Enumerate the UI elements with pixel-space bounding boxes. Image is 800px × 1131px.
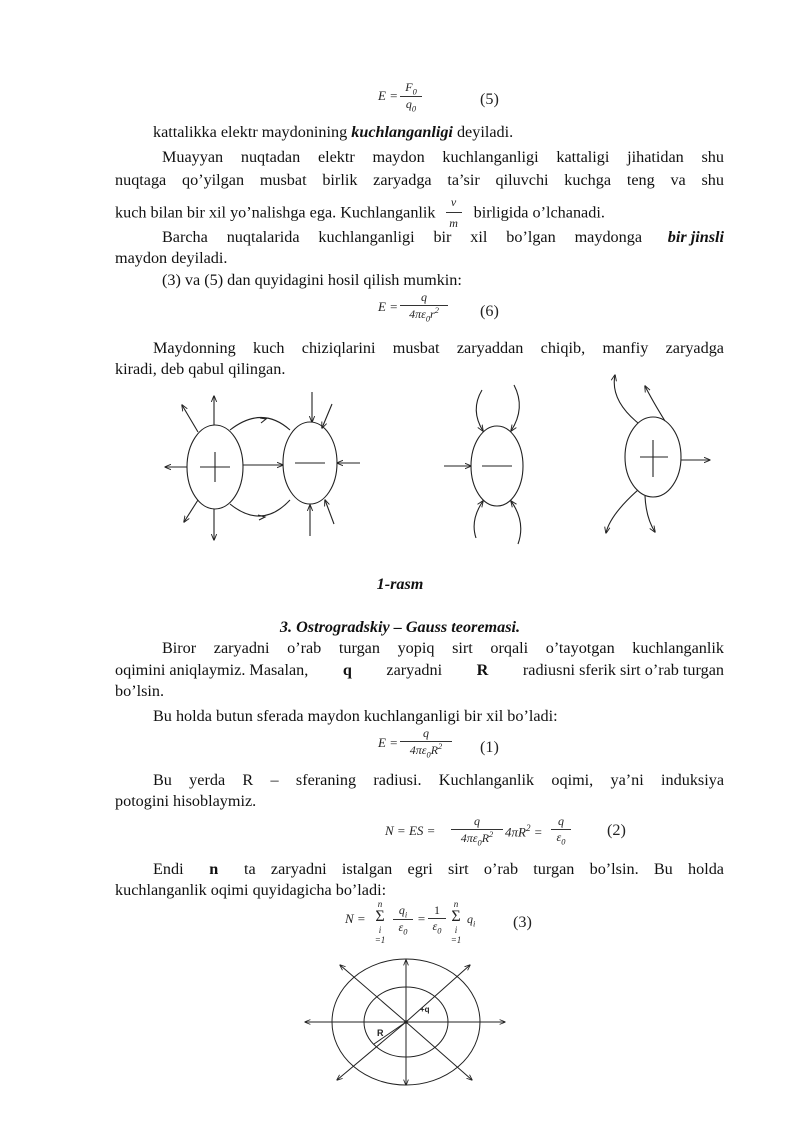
p9-line2: kuchlanganlik oqimi quyidagicha bo’ladi: <box>115 881 387 899</box>
p6-R: R <box>476 661 489 679</box>
unit-numerator: v <box>446 192 462 213</box>
eq3-sum2-bottom: i =1 <box>450 925 462 945</box>
eq3-sum1-bottom: i =1 <box>374 925 386 945</box>
equation-2 <box>385 814 645 856</box>
eq3-sum2 <box>449 900 463 945</box>
eq2-mid-sup: 2 <box>525 823 531 833</box>
eq3-sum1-symbol: Σ <box>375 908 385 925</box>
eq2-den-sub: 0 <box>477 838 482 848</box>
p5-line1: Maydonning kuch chiziqlarini musbat zaryaddan chiqib, manfiy zaryadga <box>153 339 724 357</box>
eq6-numerator: q <box>400 290 448 306</box>
figure-1-caption: 1-rasm <box>376 575 424 593</box>
eq2-lhs: N = ES = <box>385 823 436 838</box>
p1-bold-term: kuchlanganligi <box>351 123 453 141</box>
eq2-fraction <box>451 814 503 847</box>
p6-q: q <box>342 661 352 679</box>
p6-line2 <box>115 660 724 680</box>
unit-denominator: m <box>449 216 458 230</box>
p9-n: n <box>209 860 219 878</box>
eq5-fraction <box>400 80 422 114</box>
p6-line1: Biror zaryadni o’rab turgan yopiq sirt orqali o’tayotgan kuchlanganlik <box>162 639 724 657</box>
eq3-fraction1 <box>393 903 413 937</box>
p3-line2: maydon deyiladi. <box>115 249 228 267</box>
eq2-den2-sub: 0 <box>561 837 566 847</box>
figure-1-field-lines <box>0 365 800 575</box>
eq6-fraction <box>400 290 448 323</box>
p3-text: Barcha nuqtalarida kuchlanganligi bir xil bo’lgan maydonga <box>162 228 642 246</box>
eq2-den2: ε <box>556 830 562 844</box>
eq6-den-sup: 2 <box>434 306 439 315</box>
eq3-equals: = <box>417 911 426 926</box>
eq1-den-R: R <box>430 743 439 757</box>
eq1-fraction <box>400 726 452 759</box>
eq2-mid <box>505 823 543 840</box>
eq1-den: 4πε <box>409 743 427 757</box>
p1-tail: deyiladi. <box>452 123 514 141</box>
p6-text-c: radiusni sferik sirt o’rab turgan <box>522 661 724 679</box>
equation-5 <box>378 80 518 120</box>
eq3-fraction2 <box>428 903 446 935</box>
eq3-sum2-symbol: Σ <box>451 908 461 925</box>
section-heading: 3. Ostrogradskiy – Gauss teoremasi. <box>279 618 521 636</box>
p5-line2: kiradi, deb qabul qilingan. <box>115 360 286 378</box>
p8-line2: potogini hisoblaymiz. <box>115 792 257 810</box>
eq3-tail-q: q <box>467 912 473 926</box>
p6-text-b: zaryadni <box>386 661 443 679</box>
eq3-den2: ε <box>432 919 438 933</box>
eq3-den-sub: 0 <box>403 927 408 937</box>
eq3-sum1 <box>373 900 387 945</box>
eq2-den-sup: 2 <box>489 830 494 839</box>
p9-line1 <box>153 859 724 879</box>
eq3-numerator2: 1 <box>428 903 446 919</box>
eq1-den-sub: 0 <box>426 750 431 760</box>
eq5-number: (5) <box>480 90 499 108</box>
eq1-lhs: E = <box>378 735 398 750</box>
eq1-numerator: q <box>400 726 452 742</box>
eq3-numerator: q <box>398 903 405 917</box>
charge-label: +q <box>420 1005 430 1014</box>
eq3-sum1-top: n <box>377 899 383 909</box>
eq6-den-sub: 0 <box>425 314 431 324</box>
p8-line1: Bu yerda R – sferaning radiusi. Kuchlanganlik oqimi, ya’ni induksiya <box>153 771 724 789</box>
eq6-number: (6) <box>480 302 499 320</box>
eq5-num-sub: 0 <box>412 87 417 97</box>
p6-text-a: oqimini aniqlaymiz. Masalan, <box>115 661 309 679</box>
p6-line3: bo’lsin. <box>115 682 165 700</box>
figure-2-gauss-sphere <box>0 955 800 1095</box>
eq1-den-sup: 2 <box>438 742 443 751</box>
p9-text-b: ta zaryadni istalgan egri sirt o’rab turgan bo’lsin. Bu holda <box>244 860 724 878</box>
p9-text-a: Endi <box>153 860 184 878</box>
p2-line3-tail: birligida o’lchanadi. <box>473 203 605 222</box>
p2-line3 <box>115 195 605 230</box>
eq3-num-sub: i <box>404 910 408 920</box>
radius-label: R <box>377 1028 384 1038</box>
p4-text: (3) va (5) dan quyidagini hosil qilish mumkin: <box>162 271 462 289</box>
p2-line3-text: kuch bilan bir xil yo’nalishga ega. Kuchlanganlik <box>115 203 436 222</box>
eq2-mid-term: 4πR <box>505 824 526 840</box>
eq3-den2-sub: 0 <box>437 926 442 936</box>
eq5-den-sub: 0 <box>411 104 417 114</box>
equation-6 <box>378 290 518 330</box>
eq3-den: ε <box>398 920 404 935</box>
p2-line1: Muayyan nuqtadan elektr maydon kuchlanganligi kattaligi jihatidan shu <box>162 148 724 166</box>
eq5-denominator: q <box>405 97 412 112</box>
eq1-number: (1) <box>480 738 499 756</box>
eq2-equals: = <box>533 824 543 840</box>
p1-text: kattalikka elektr maydonining <box>153 123 352 141</box>
eq3-tail-sub: i <box>473 919 476 929</box>
eq6-den: 4πε <box>409 307 426 321</box>
eq5-numerator: F <box>405 80 413 94</box>
eq5-lhs: E = <box>378 88 398 103</box>
eq6-den-r: r <box>430 307 435 321</box>
p7-text: Bu holda butun sferada maydon kuchlanganligi bir xil bo’ladi: <box>153 707 558 725</box>
p3-line1 <box>162 227 724 247</box>
eq2-fraction2 <box>551 814 571 846</box>
eq2-numerator2: q <box>551 814 571 830</box>
equation-1 <box>378 726 518 766</box>
eq2-number: (2) <box>607 821 626 839</box>
eq6-lhs: E = <box>378 299 398 314</box>
eq3-lhs: N = <box>345 911 366 926</box>
eq2-den: 4πε <box>460 831 478 845</box>
eq2-numerator: q <box>451 814 503 830</box>
equation-3 <box>345 900 565 946</box>
paragraph-definition <box>153 122 513 142</box>
eq3-sum2-top: n <box>453 899 459 909</box>
eq3-tail <box>467 912 475 928</box>
eq2-den-R: R <box>481 831 490 845</box>
p2-line2: nuqtaga qo’yilgan musbat birlik zaryadga ta’sir qiluvchi kuchga teng va shu <box>115 171 724 189</box>
unit-fraction <box>446 195 464 230</box>
p3-bold-term: bir jinsli <box>667 228 724 246</box>
eq3-number: (3) <box>513 913 532 931</box>
